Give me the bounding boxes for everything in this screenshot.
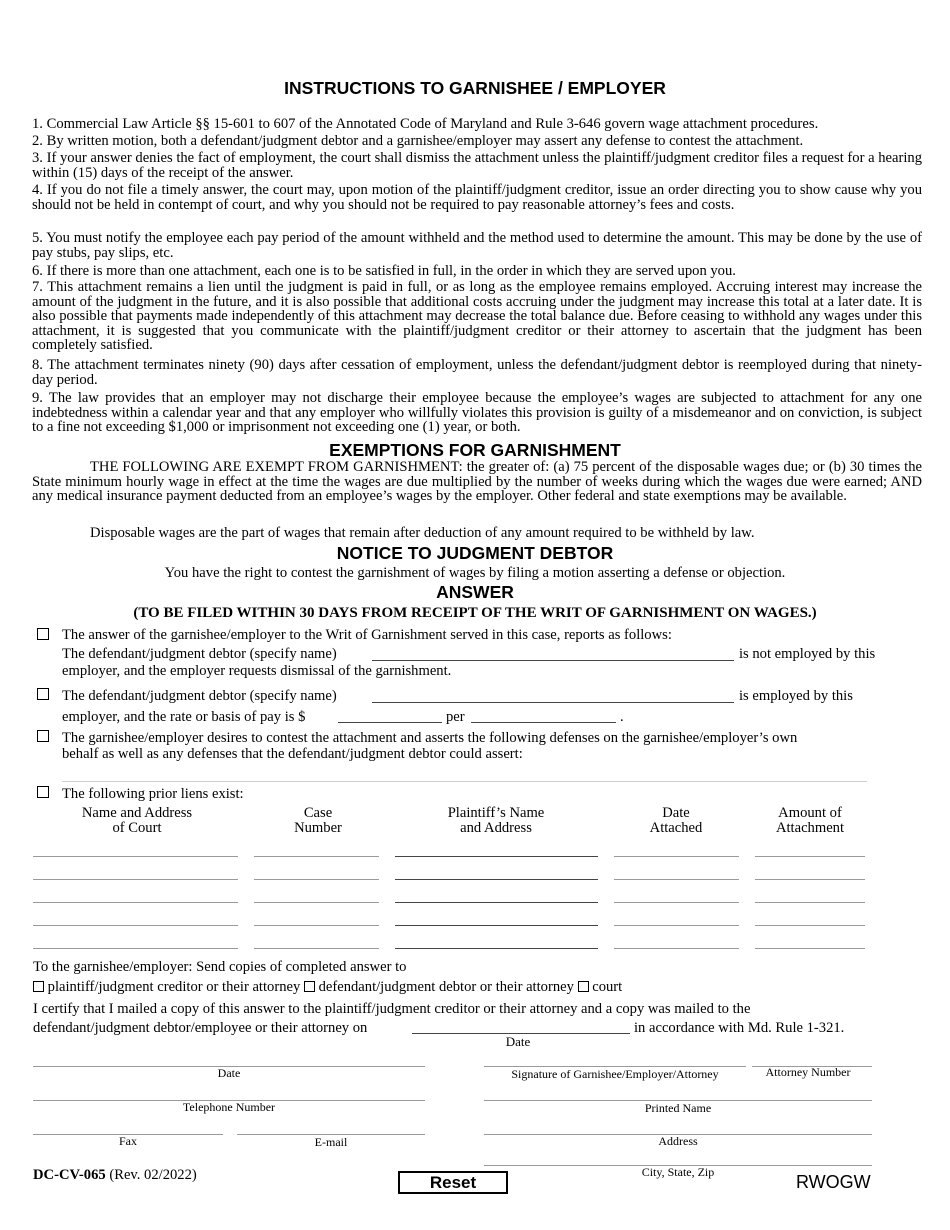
option1-line2-label: The defendant/judgment debtor (specify name)	[62, 646, 337, 662]
option3-line1: The garnishee/employer desires to contest the attachment and asserts the following defenses on the garnishee/employer’s own	[62, 730, 798, 746]
pay-period-field[interactable]	[471, 722, 616, 723]
option2-line2-end: .	[620, 709, 624, 725]
exemptions-heading: EXEMPTIONS FOR GARNISHMENT	[329, 440, 621, 460]
date-caption: Date	[217, 1066, 241, 1080]
col-plaintiff: Plaintiff’s Name and Address	[447, 805, 545, 836]
instruction-5: 5. You must notify the employee each pay period of the amount withheld and the method used to determine the amount. This may be done by the use of pay stubs, pay slips, etc.	[32, 230, 922, 261]
lien-amount-field[interactable]	[755, 925, 865, 926]
copy-defendant-checkbox[interactable]	[304, 981, 315, 992]
copies-line: To the garnishee/employer: Send copies of completed answer to	[33, 959, 407, 975]
email-caption: E-mail	[314, 1135, 348, 1149]
copy-court-label: court	[592, 979, 623, 995]
copy-plaintiff-checkbox[interactable]	[33, 981, 44, 992]
col-date-attached: Date Attached	[649, 805, 703, 836]
lien-date-attached-field[interactable]	[614, 925, 739, 926]
lien-plaintiff-field[interactable]	[395, 948, 598, 949]
lien-plaintiff-field[interactable]	[395, 902, 598, 903]
copy-defendant-label: defendant/judgment debtor or their attorney	[318, 979, 574, 995]
address-caption: Address	[658, 1134, 698, 1148]
lien-amount-field[interactable]	[755, 856, 865, 857]
lien-date-attached-field[interactable]	[614, 879, 739, 880]
form-code: RWOGW	[796, 1172, 871, 1192]
notice-text: You have the right to contest the garnishment of wages by filing a motion asserting a defense or objection.	[164, 565, 786, 581]
employed-checkbox[interactable]	[37, 688, 49, 700]
lien-court-field[interactable]	[33, 948, 238, 949]
notice-heading: NOTICE TO JUDGMENT DEBTOR	[336, 543, 614, 563]
lien-date-attached-field[interactable]	[614, 948, 739, 949]
attorney-number-caption: Attorney Number	[765, 1065, 851, 1079]
option2-line1-label: The defendant/judgment debtor (specify name)	[62, 688, 337, 704]
form-revision: (Rev. 02/2022)	[109, 1167, 197, 1183]
answer-heading: ANSWER	[436, 582, 514, 602]
lien-court-field[interactable]	[33, 902, 238, 903]
instruction-4: 4. If you do not file a timely answer, the court may, upon motion of the plaintiff/judgment creditor, issue an order directing you to show cause why you should not be held in contempt of court, and why you should not be required to pay reasonable attorney’s fees and costs.	[32, 182, 922, 213]
instruction-8: 8. The attachment terminates ninety (90) days after cessation of employment, unless the defendant/judgment debtor is reemployed during that ninety-day period.	[32, 357, 922, 388]
printed-name-caption: Printed Name	[644, 1101, 712, 1115]
lien-case-number-field[interactable]	[254, 902, 379, 903]
form-id	[33, 1167, 197, 1183]
lien-court-field[interactable]	[33, 856, 238, 857]
instruction-3: 3. If your answer denies the fact of employment, the court shall dismiss the attachment unless the plaintiff/judgment creditor files a request for a hearing within (15) days of the receipt of the answer.	[32, 150, 922, 181]
instruction-7: 7. This attachment remains a lien until the judgment is paid in full, or as long as the employee remains employed. Accruing interest may increase the amount of the judgment in the future, and it is also possible that additional costs accruing under the judgment may increase this total at a later date. It is also possible that payments made independently of this attachment may decrease the total balance due. Before ceasing to withhold any wages under this attachment, it is suggested that you communicate with the plaintiff/judgment creditor or their attorney to ascertain that the judgment has been completely satisfied.	[32, 279, 922, 354]
instruction-2: 2. By written motion, both a defendant/judgment debtor and a garnishee/employer may assert any defense to contest the attachment.	[32, 133, 804, 149]
mailed-date-caption: Date	[505, 1034, 531, 1049]
lien-plaintiff-field[interactable]	[395, 856, 598, 857]
lien-amount-field[interactable]	[755, 879, 865, 880]
lien-amount-field[interactable]	[755, 902, 865, 903]
option1-line1: The answer of the garnishee/employer to the Writ of Garnishment served in this case, reports as follows:	[62, 627, 672, 643]
copy-plaintiff-label: plaintiff/judgment creditor or their attorney	[47, 979, 301, 995]
copies-options	[33, 979, 622, 995]
instruction-9: 9. The law provides that an employer may not discharge their employee because the employee’s wages are subjected to attachment for any one indebtedness within a calendar year and that any employer who willfully violates this provision is guilty of a misdemeanor and on conviction, is subject to a fine not exceeding $1,000 or imprisonment not exceeding one (1) year, or both.	[32, 390, 922, 436]
lien-date-attached-field[interactable]	[614, 856, 739, 857]
col-court: Name and Address of Court	[81, 805, 193, 836]
fax-caption: Fax	[119, 1134, 137, 1148]
page-title: INSTRUCTIONS TO GARNISHEE / EMPLOYER	[284, 78, 666, 98]
lien-case-number-field[interactable]	[254, 948, 379, 949]
answer-subheading: (TO BE FILED WITHIN 30 DAYS FROM RECEIPT OF THE WRIT OF GARNISHMENT ON WAGES.)	[133, 605, 817, 621]
lien-case-number-field[interactable]	[254, 925, 379, 926]
option3-line2: behalf as well as any defenses that the defendant/judgment debtor could assert:	[62, 746, 523, 762]
instruction-6: 6. If there is more than one attachment, each one is to be satisfied in full, in the order in which they are served upon you.	[32, 263, 736, 279]
col-amount: Amount of Attachment	[775, 805, 845, 836]
option1-line2-tail: is not employed by this	[739, 646, 876, 662]
certify-line1: I certify that I mailed a copy of this answer to the plaintiff/judgment creditor or their attorney and a copy was mailed to the	[33, 1001, 751, 1017]
disposable-wages-text: Disposable wages are the part of wages that remain after deduction of any amount required to be withheld by law.	[90, 525, 755, 541]
option2-line1-tail: is employed by this	[739, 688, 853, 704]
instruction-1: 1. Commercial Law Article §§ 15-601 to 607 of the Annotated Code of Maryland and Rule 3-646 govern wage attachment procedures.	[32, 116, 819, 132]
contest-checkbox[interactable]	[37, 730, 49, 742]
per-label: per	[446, 709, 465, 725]
option2-line2-label: employer, and the rate or basis of pay is $	[62, 709, 306, 725]
lien-case-number-field[interactable]	[254, 879, 379, 880]
prior-liens-checkbox[interactable]	[37, 786, 49, 798]
lien-court-field[interactable]	[33, 925, 238, 926]
reset-button[interactable]: Reset	[398, 1171, 508, 1194]
lien-plaintiff-field[interactable]	[395, 925, 598, 926]
not-employed-name-field[interactable]	[372, 660, 734, 661]
form-number: DC-CV-065	[33, 1167, 106, 1183]
not-employed-checkbox[interactable]	[37, 628, 49, 640]
option1-line3: employer, and the employer requests dismissal of the garnishment.	[62, 663, 452, 679]
city-state-zip-caption: City, State, Zip	[641, 1165, 715, 1179]
copy-court-checkbox[interactable]	[578, 981, 589, 992]
col-case-number: Case Number	[294, 805, 342, 836]
telephone-caption: Telephone Number	[182, 1100, 276, 1114]
lien-date-attached-field[interactable]	[614, 902, 739, 903]
lien-amount-field[interactable]	[755, 948, 865, 949]
lien-case-number-field[interactable]	[254, 856, 379, 857]
defenses-field[interactable]	[62, 781, 867, 782]
pay-rate-field[interactable]	[338, 722, 442, 723]
certify-line2-tail: in accordance with Md. Rule 1-321.	[634, 1020, 845, 1036]
signature-caption: Signature of Garnishee/Employer/Attorney	[511, 1067, 719, 1081]
exemptions-text: THE FOLLOWING ARE EXEMPT FROM GARNISHMENT: the greater of: (a) 75 percent of the disposable wages due; or (b) 30 times the State minimum hourly wage in effect at the time the wages are due multiplied by the number of weeks during which the wages due were earned; AND any medical insurance payment deducted from an employee’s wages by the employer. Other federal and state exemptions may be available.	[32, 459, 922, 505]
lien-plaintiff-field[interactable]	[395, 879, 598, 880]
employed-name-field[interactable]	[372, 702, 734, 703]
certify-line2-label: defendant/judgment debtor/employee or their attorney on	[33, 1020, 368, 1036]
lien-court-field[interactable]	[33, 879, 238, 880]
option4-label: The following prior liens exist:	[62, 786, 244, 802]
